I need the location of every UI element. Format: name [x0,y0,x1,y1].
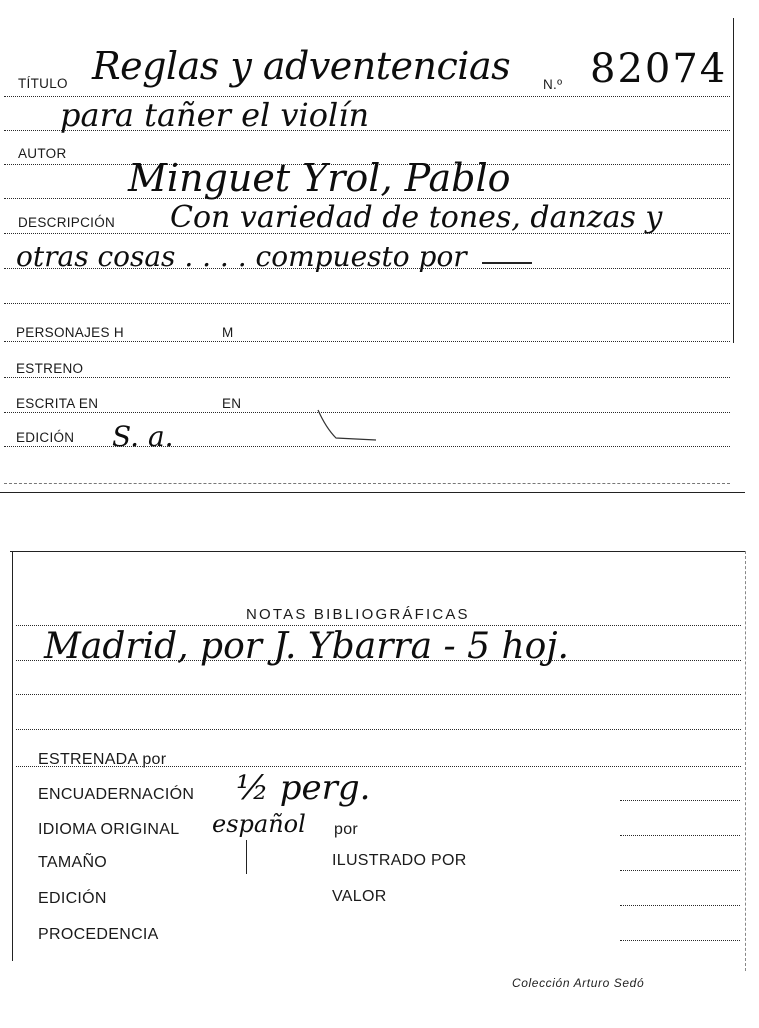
card-bottom-left-edge [12,551,13,961]
autor-value: Minguet Yrol, Pablo [128,156,511,200]
rule-line [620,870,740,871]
encuadernacion-label: ENCUADERNACIÓN [38,786,195,803]
rule-line [4,483,730,484]
card-bottom-top-edge [10,551,745,552]
en-label: EN [222,396,242,411]
pen-stroke [246,840,247,874]
rule-line [620,940,740,941]
card-bottom-right-edge [745,551,746,971]
edicion-value: S. a. [112,420,174,453]
procedencia-label: PROCEDENCIA [38,926,159,943]
pen-dash [482,262,532,264]
rule-line [4,303,730,304]
rule-line [620,905,740,906]
descripcion-value-line2: otras cosas . . . . compuesto por [16,240,467,273]
rule-line [620,835,740,836]
tamano-label: TAMAÑO [38,854,108,871]
idioma-value: español [212,810,306,838]
encuadernacion-value: ½ perg. [236,768,371,808]
numero-value: 82074 [590,46,728,92]
card-top-bottom-edge [0,492,745,493]
coleccion-stamp: Colección Arturo Sedó [512,976,645,990]
descripcion-value-line1: Con variedad de tones, danzas y [170,200,663,235]
notas-heading: NOTAS BIBLIOGRÁFICAS [246,606,470,623]
ilustrado-label: ILUSTRADO POR [332,852,467,869]
estrenada-label: ESTRENADA por [38,751,167,768]
edicion2-label: EDICIÓN [38,890,107,907]
estreno-label: ESTRENO [16,361,84,376]
idioma-por-label: por [334,821,359,838]
descripcion-label: DESCRIPCIÓN [18,215,116,230]
rule-line [4,341,730,342]
paper-crease-mark [316,408,382,444]
titulo-value-line1: Reglas y adventencias [92,44,511,88]
rule-line [16,694,741,695]
card-top-right-edge [733,18,734,343]
personajes-label: PERSONAJES H [16,325,124,340]
notas-value: Madrid, por J. Ybarra - 5 hoj. [44,626,569,667]
titulo-value-line2: para tañer el violín [60,96,370,134]
rule-line [620,800,740,801]
rule-line [16,729,741,730]
edicion-label: EDICIÓN [16,430,75,445]
rule-line [4,377,730,378]
valor-label: VALOR [332,888,387,905]
escrita-en-label: ESCRITA EN [16,396,99,411]
numero-label: N.º [543,77,563,92]
autor-label: AUTOR [18,146,67,161]
personajes-m-label: M [222,325,234,340]
idioma-label: IDIOMA ORIGINAL [38,821,180,838]
titulo-label: TÍTULO [18,76,68,91]
